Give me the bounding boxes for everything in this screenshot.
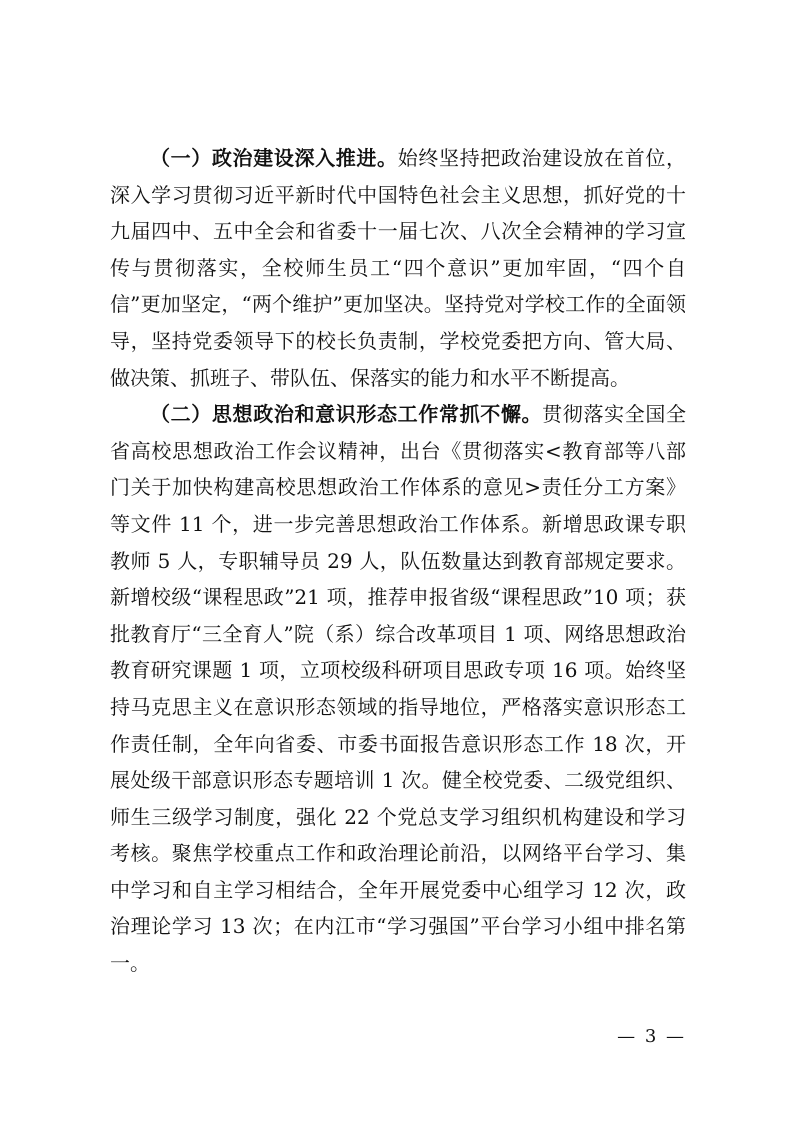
section-heading-2: （二）思想政治和意识形态工作常抓不懈。: [150, 402, 543, 427]
section-body-2: 贯彻落实全国全省高校思想政治工作会议精神，出台《贯彻落实<教育部等八部门关于加快构建高校思想政治工作体系的意见>责任分工方案》等文件 11 个，进一步完善思想政治工作体系。新增思政课专职教师 5 人，专职辅导员 29 人，队伍数量达到教育部规定要求。新增校级“课程思政”21 项，推荐申报省级“课程思政”10 项；获批教育厅“三全育人”院（系）综合改革项目 1 项、网络思想政治教育研究课题 1 项，立项校级科研项目思政专项 16 项。始终坚持马克思主义在意识形态领域的指导地位，严格落实意识形态工作责任制，全年向省委、市委书面报告意识形态工作 18 次，开展处级干部意识形态专题培训 1 次。健全校党委、二级党组织、师生三级学习制度，强化 22 个党总支学习组织机构建设和学习考核。聚焦学校重点工作和政治理论前沿，以网络平台学习、集中学习和自主学习相结合，全年开展党委中心组学习 12 次，政治理论学习 13 次；在内江市“学习强国”平台学习小组中排名第一。: [110, 402, 687, 976]
section-body-1: 始终坚持把政治建设放在首位，深入学习贯彻习近平新时代中国特色社会主义思想，抓好党的十九届四中、五中全会和省委十一届七次、八次全会精神的学习宣传与贯彻落实，全校师生员工“四个意识”更加牢固，“四个自信”更加坚定，“两个维护”更加坚决。坚持党对学校工作的全面领导，坚持党委领导下的校长负责制，学校党委把方向、管大局、做决策、抓班子、带队伍、保落实的能力和水平不断提高。: [110, 146, 687, 390]
document-body: [110, 140, 686, 982]
section-paragraph-2: [110, 396, 686, 982]
section-heading-1: （一）政治建设深入推进。: [150, 146, 398, 170]
page-number: — 3 —: [617, 1026, 686, 1047]
section-paragraph-1: [110, 140, 686, 396]
